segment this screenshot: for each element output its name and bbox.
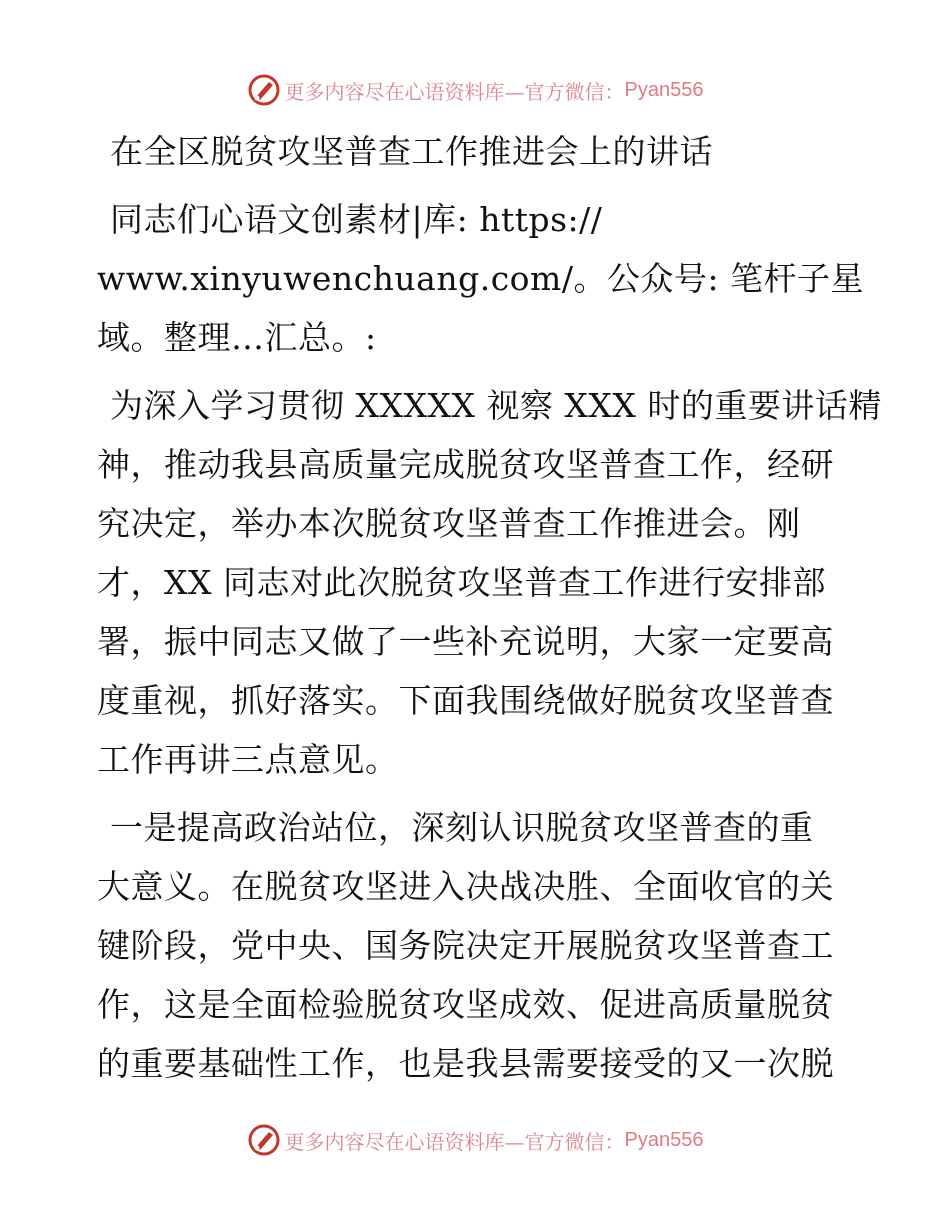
text-line: www.xinyuwenchuang.com/。公众号: 笔杆子星: [97, 259, 865, 298]
text-line: 键阶段，党中央、国务院决定开展脱贫攻坚普查工: [97, 926, 834, 965]
text-line: 一是提高政治站位，深刻认识脱贫攻坚普查的重: [110, 808, 814, 847]
text-line: 大意义。在脱贫攻坚进入决战决胜、全面收官的关: [97, 867, 834, 906]
text-line: 度重视，抓好落实。下面我围绕做好脱贫攻坚普查: [97, 681, 834, 720]
watermark-text: 更多内容尽在心语资料库—官方微信：: [284, 79, 625, 104]
text-line: 神，推动我县高质量完成脱贫攻坚普查工作，经研: [97, 445, 834, 484]
paragraph-1: [97, 376, 882, 789]
text-line: 域。整理…汇总。:: [97, 318, 377, 357]
watermark-text: 更多内容尽在心语资料库—官方微信：: [284, 1129, 625, 1154]
watermark-wechat-id: Pyan556: [624, 1128, 704, 1151]
intro-paragraph: [97, 190, 865, 367]
text-line: 工作再讲三点意见。: [97, 740, 399, 779]
document-body: [97, 122, 882, 1093]
text-line: 同志们心语文创素材|库: https://: [110, 200, 603, 239]
text-line: 作，这是全面检验脱贫攻坚成效、促进高质量脱贫: [97, 985, 834, 1024]
text-line: 署，振中同志又做了一些补充说明，大家一定要高: [97, 622, 834, 661]
text-line: 的重要基础性工作，也是我县需要接受的又一次脱: [97, 1044, 834, 1083]
watermark-banner-top: [0, 70, 950, 110]
text-line: 究决定，举办本次脱贫攻坚普查工作推进会。刚: [97, 504, 801, 543]
paragraph-2: [97, 798, 857, 1093]
document-title: 在全区脱贫攻坚普查工作推进会上的讲话: [110, 132, 713, 171]
watermark-wechat-id: Pyan556: [624, 78, 704, 101]
text-line: 为深入学习贯彻 XXXXX 视察 XXX 时的重要讲话精: [110, 386, 882, 425]
pen-logo-icon: [247, 73, 281, 107]
text-line: 才，XX 同志对此次脱贫攻坚普查工作进行安排部: [97, 563, 826, 602]
pen-logo-icon: [247, 1123, 281, 1157]
watermark-banner-bottom: [0, 1120, 950, 1160]
